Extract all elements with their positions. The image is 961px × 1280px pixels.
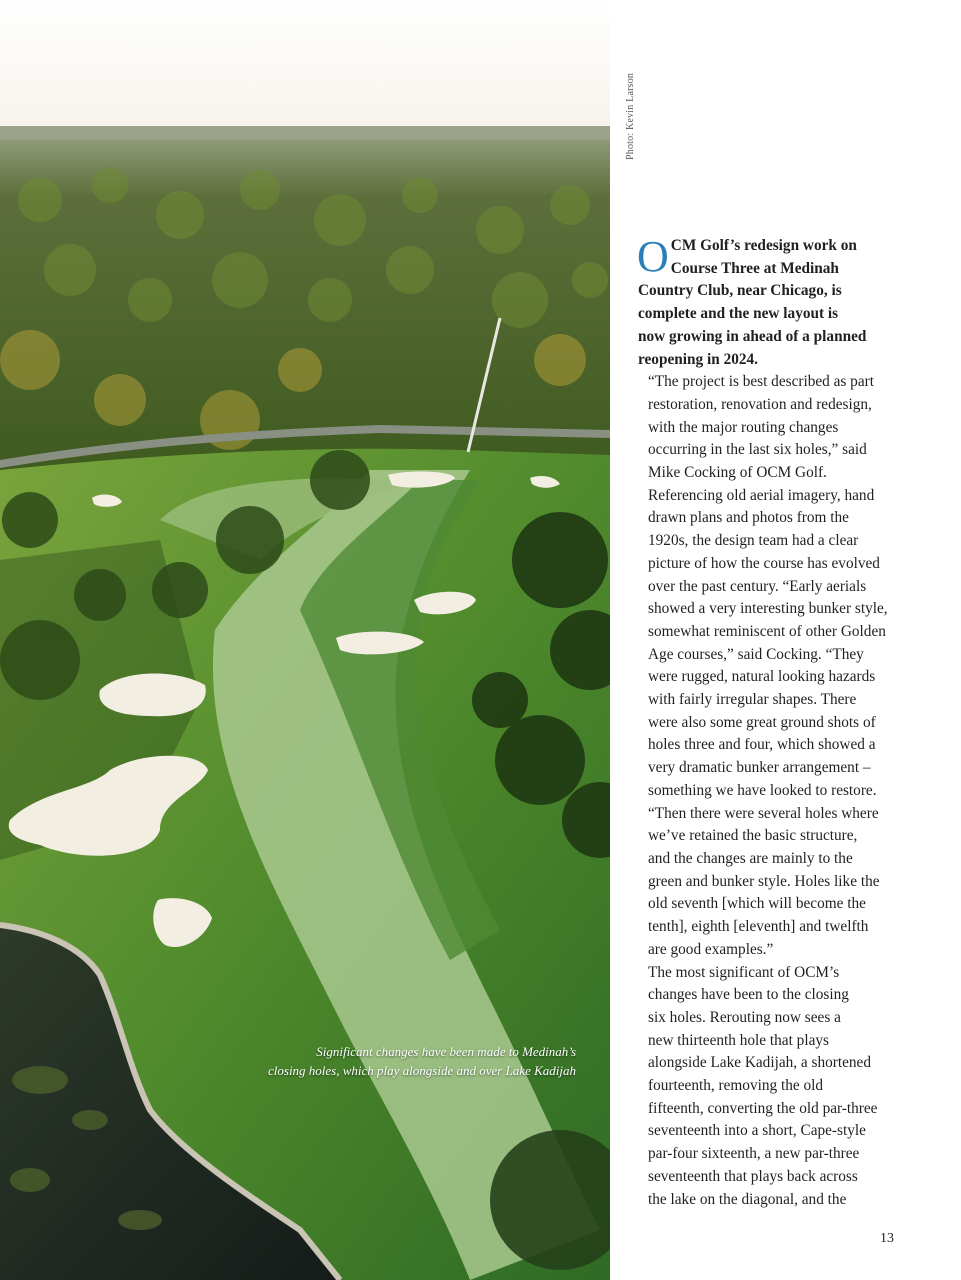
body-line: alongside Lake Kadijah, a shortened	[648, 1054, 871, 1072]
body-line: Referencing old aerial imagery, hand	[648, 486, 875, 504]
body-line: changes have been to the closing	[648, 986, 849, 1004]
article-column	[637, 232, 900, 1211]
body-line: something we have looked to restore.	[648, 781, 877, 799]
body-line: picture of how the course has evolved	[648, 554, 880, 572]
body-line: “Then there were several holes where	[648, 804, 879, 822]
body-line: occurring in the last six holes,” said	[648, 441, 867, 459]
body-line: somewhat reminiscent of other Golden	[648, 622, 886, 640]
body-line: the lake on the diagonal, and the	[648, 1190, 847, 1208]
body-line: were also some great ground shots of	[648, 713, 876, 731]
body-line: 1920s, the design team had a clear	[648, 532, 859, 550]
body-line: “The project is best described as part	[648, 373, 874, 391]
drop-cap: O	[637, 232, 669, 281]
body-line: six holes. Rerouting now sees a	[648, 1008, 841, 1026]
body-line: with fairly irregular shapes. There	[648, 691, 857, 709]
photo-credit	[611, 64, 636, 160]
body-line: seventeenth into a short, Cape-style	[648, 1122, 866, 1140]
body-line: very dramatic bunker arrangement –	[648, 759, 871, 777]
photo-caption	[230, 1042, 576, 1080]
body-line: old seventh [which will become the	[648, 895, 866, 913]
body-line: par-four sixteenth, a new par-three	[648, 1145, 860, 1163]
body-line: over the past century. “Early aerials	[648, 577, 867, 595]
body-paragraph	[638, 485, 900, 803]
body-line: fourteenth, removing the old	[648, 1077, 824, 1095]
body-line: showed a very interesting bunker style,	[648, 600, 888, 618]
body-line: restoration, renovation and redesign,	[648, 395, 872, 413]
photo-credit-text: Photo: Kevin Larson	[625, 72, 636, 160]
body-paragraph	[638, 803, 900, 962]
body-line: drawn plans and photos from the	[648, 509, 849, 527]
lead-paragraph	[637, 232, 900, 371]
body-line: with the major routing changes	[648, 418, 839, 436]
caption-line: Significant changes have been made to Medinah’s	[316, 1044, 576, 1059]
body-line: were rugged, natural looking hazards	[648, 668, 876, 686]
lead-line: reopening in 2024.	[638, 350, 758, 368]
body-line: tenth], eighth [eleventh] and twelfth	[648, 918, 869, 936]
body-paragraph	[638, 962, 900, 1212]
body-paragraph	[638, 371, 900, 485]
body-line: holes three and four, which showed a	[648, 736, 876, 754]
body-line: we’ve retained the basic structure,	[648, 827, 858, 845]
lead-line: complete and the new layout is	[638, 305, 839, 323]
lead-line: now growing in ahead of a planned	[638, 327, 867, 345]
body-line: are good examples.”	[648, 940, 774, 958]
body-line: seventeenth that plays back across	[648, 1167, 858, 1185]
lead-line: Country Club, near Chicago, is	[638, 282, 842, 300]
body-line: The most significant of OCM’s	[648, 963, 840, 981]
body-line: Age courses,” said Cocking. “They	[648, 645, 864, 663]
body-line: green and bunker style. Holes like the	[648, 872, 880, 890]
lead-line: Course Three at Medinah	[670, 259, 839, 277]
caption-line: closing holes, which play alongside and over Lake Kadijah	[268, 1063, 576, 1078]
page-number: 13	[880, 1231, 894, 1246]
lead-line: CM Golf’s redesign work on	[670, 237, 857, 254]
body-line: and the changes are mainly to the	[648, 849, 853, 867]
body-line: new thirteenth hole that plays	[648, 1031, 829, 1049]
body-line: Mike Cocking of OCM Golf.	[648, 464, 827, 482]
body-line: fifteenth, converting the old par-three	[648, 1099, 878, 1117]
